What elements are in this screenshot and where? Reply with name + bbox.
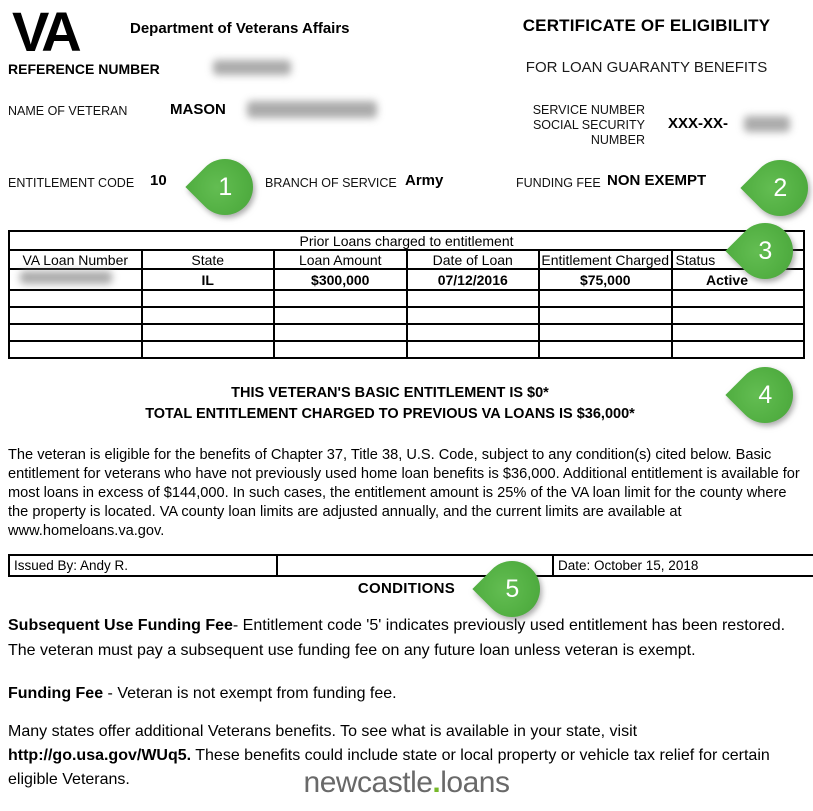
cell-date-of-loan: 07/12/2016 (407, 269, 540, 290)
callout-marker-3 (737, 223, 793, 279)
cell-entitlement-charged: $75,000 (539, 269, 672, 290)
department-title: Department of Veterans Affairs (130, 20, 350, 37)
empty-cell (672, 290, 805, 307)
note-text-after: These benefits could include state or local property or vehicle tax relief for certain eligible Veterans. (8, 747, 770, 788)
basic-entitlement-line: THIS VETERAN'S BASIC ENTITLEMENT IS $0* (231, 385, 549, 401)
conditions-heading: CONDITIONS (357, 580, 456, 597)
redacted-va-loan-number (20, 271, 112, 284)
cell-state: IL (142, 269, 275, 290)
empty-cell (672, 324, 805, 341)
empty-cell (274, 324, 407, 341)
callout-number: 5 (505, 574, 519, 603)
table-row-empty (9, 290, 804, 307)
empty-cell (9, 307, 142, 324)
empty-cell (274, 290, 407, 307)
callout-number: 4 (758, 380, 772, 409)
empty-cell (9, 324, 142, 341)
column-header-status: Status (672, 250, 805, 269)
issued-date-cell: Date: October 15, 2018 (553, 555, 813, 576)
cell-loan-amount: $300,000 (274, 269, 407, 290)
va-logo: VA (12, 0, 78, 63)
column-header-va-loan-number: VA Loan Number (9, 250, 142, 269)
callout-pin (740, 148, 813, 227)
callout-pin (472, 549, 551, 628)
issued-by-cell: Issued By: Andy R. (9, 555, 277, 576)
condition-subsequent-use-funding-fee (8, 613, 808, 663)
table-title-row (9, 231, 804, 250)
column-header-loan-amount: Loan Amount (274, 250, 407, 269)
ssn-masked-value: XXX-XX- (668, 115, 729, 132)
note-text-before: Many states offer additional Veterans benefits. To see what is available in your state, visit (8, 723, 638, 740)
funding-fee-value: NON EXEMPT (607, 172, 707, 189)
condition-text: - Veteran is not exempt from funding fee. (103, 685, 397, 702)
redacted-veteran-last-name (247, 101, 377, 118)
prior-loans-table (8, 230, 805, 359)
column-header-date-of-loan: Date of Loan (407, 250, 540, 269)
name-of-veteran-label: NAME OF VETERAN (8, 104, 128, 118)
total-entitlement-line: TOTAL ENTITLEMENT CHARGED TO PREVIOUS VA LOANS IS $36,000* (145, 406, 635, 422)
table-row-loan (9, 269, 804, 290)
condition-text: - Entitlement code '5' indicates previously used entitlement has been restored. The veteran must pay a subsequent use funding fee on any future loan unless veteran is exempt. (8, 617, 786, 659)
service-number-label: SERVICE NUMBER (532, 103, 645, 117)
condition-funding-fee (8, 681, 808, 706)
watermark-text-2: loans (440, 766, 510, 799)
cell-status: Active (672, 269, 805, 290)
empty-cell (672, 341, 805, 358)
callout-pin (185, 147, 264, 226)
table-row-empty (9, 341, 804, 358)
empty-cell (539, 290, 672, 307)
callout-marker-1 (197, 159, 253, 215)
empty-cell (407, 341, 540, 358)
callout-marker-5 (484, 561, 540, 617)
table-header-row (9, 250, 804, 269)
empty-cell (142, 307, 275, 324)
empty-cell (539, 324, 672, 341)
watermark-text-1: newcastle (303, 766, 433, 799)
column-header-entitlement-charged: Entitlement Charged (539, 250, 672, 269)
veteran-first-name: MASON (170, 101, 226, 118)
redacted-reference-number (213, 60, 291, 75)
empty-cell (539, 341, 672, 358)
table-row-empty (9, 324, 804, 341)
entitlement-code-value: 10 (150, 172, 167, 189)
callout-number: 1 (218, 172, 232, 201)
callout-number: 2 (773, 173, 787, 202)
callout-pin (725, 355, 804, 434)
entitlement-code-label: ENTITLEMENT CODE (8, 176, 135, 190)
branch-of-service-label: BRANCH OF SERVICE (265, 176, 397, 190)
eligibility-paragraph: The veteran is eligible for the benefits of Chapter 37, Title 38, U.S. Code, subject to any condition(s) cited below. Basic entitlement for veterans who have not previously used home loan benefits is $36,000. Additional entitlement is available for most loans in excess of $144,000. In such cases, the entitlement amount is 25% of the VA loan limit for the county where the property is located. VA county loan limits are adjusted annually, and the current limits are available at www.homeloans.va.gov. (8, 447, 800, 539)
issued-table (8, 554, 813, 577)
column-header-state: State (142, 250, 275, 269)
callout-number: 3 (758, 236, 772, 265)
newcastle-loans-watermark (0, 766, 813, 800)
certificate-title: CERTIFICATE OF ELIGIBILITY (522, 16, 771, 35)
empty-cell (407, 307, 540, 324)
certificate-subtitle: FOR LOAN GUARANTY BENEFITS (525, 59, 768, 76)
empty-cell (142, 290, 275, 307)
watermark-green-dot: . (432, 766, 441, 799)
empty-cell (407, 324, 540, 341)
callout-marker-2 (752, 160, 808, 216)
service-ssn-labels (480, 103, 645, 148)
empty-cell (274, 341, 407, 358)
empty-cell (407, 290, 540, 307)
empty-cell (142, 324, 275, 341)
empty-cell (274, 307, 407, 324)
condition-lead: Subsequent Use Funding Fee (8, 617, 233, 634)
empty-cell (9, 290, 142, 307)
empty-cell (9, 341, 142, 358)
branch-of-service-value: Army (405, 172, 444, 189)
empty-cell (539, 307, 672, 324)
reference-number-label: REFERENCE NUMBER (8, 61, 160, 77)
issued-row (9, 555, 813, 576)
condition-lead: Funding Fee (8, 685, 104, 702)
callout-pin (725, 211, 804, 290)
callout-marker-4 (737, 367, 793, 423)
empty-cell (672, 307, 805, 324)
table-title: Prior Loans charged to entitlement (9, 231, 804, 250)
empty-cell (142, 341, 275, 358)
funding-fee-label: FUNDING FEE (516, 176, 601, 190)
table-row-empty (9, 307, 804, 324)
entitlement-summary (0, 380, 780, 425)
benefits-url: http://go.usa.gov/WUq5. (8, 747, 192, 764)
ssn-label: SOCIAL SECURITY NUMBER (532, 118, 645, 147)
redacted-ssn-digits (744, 116, 790, 132)
